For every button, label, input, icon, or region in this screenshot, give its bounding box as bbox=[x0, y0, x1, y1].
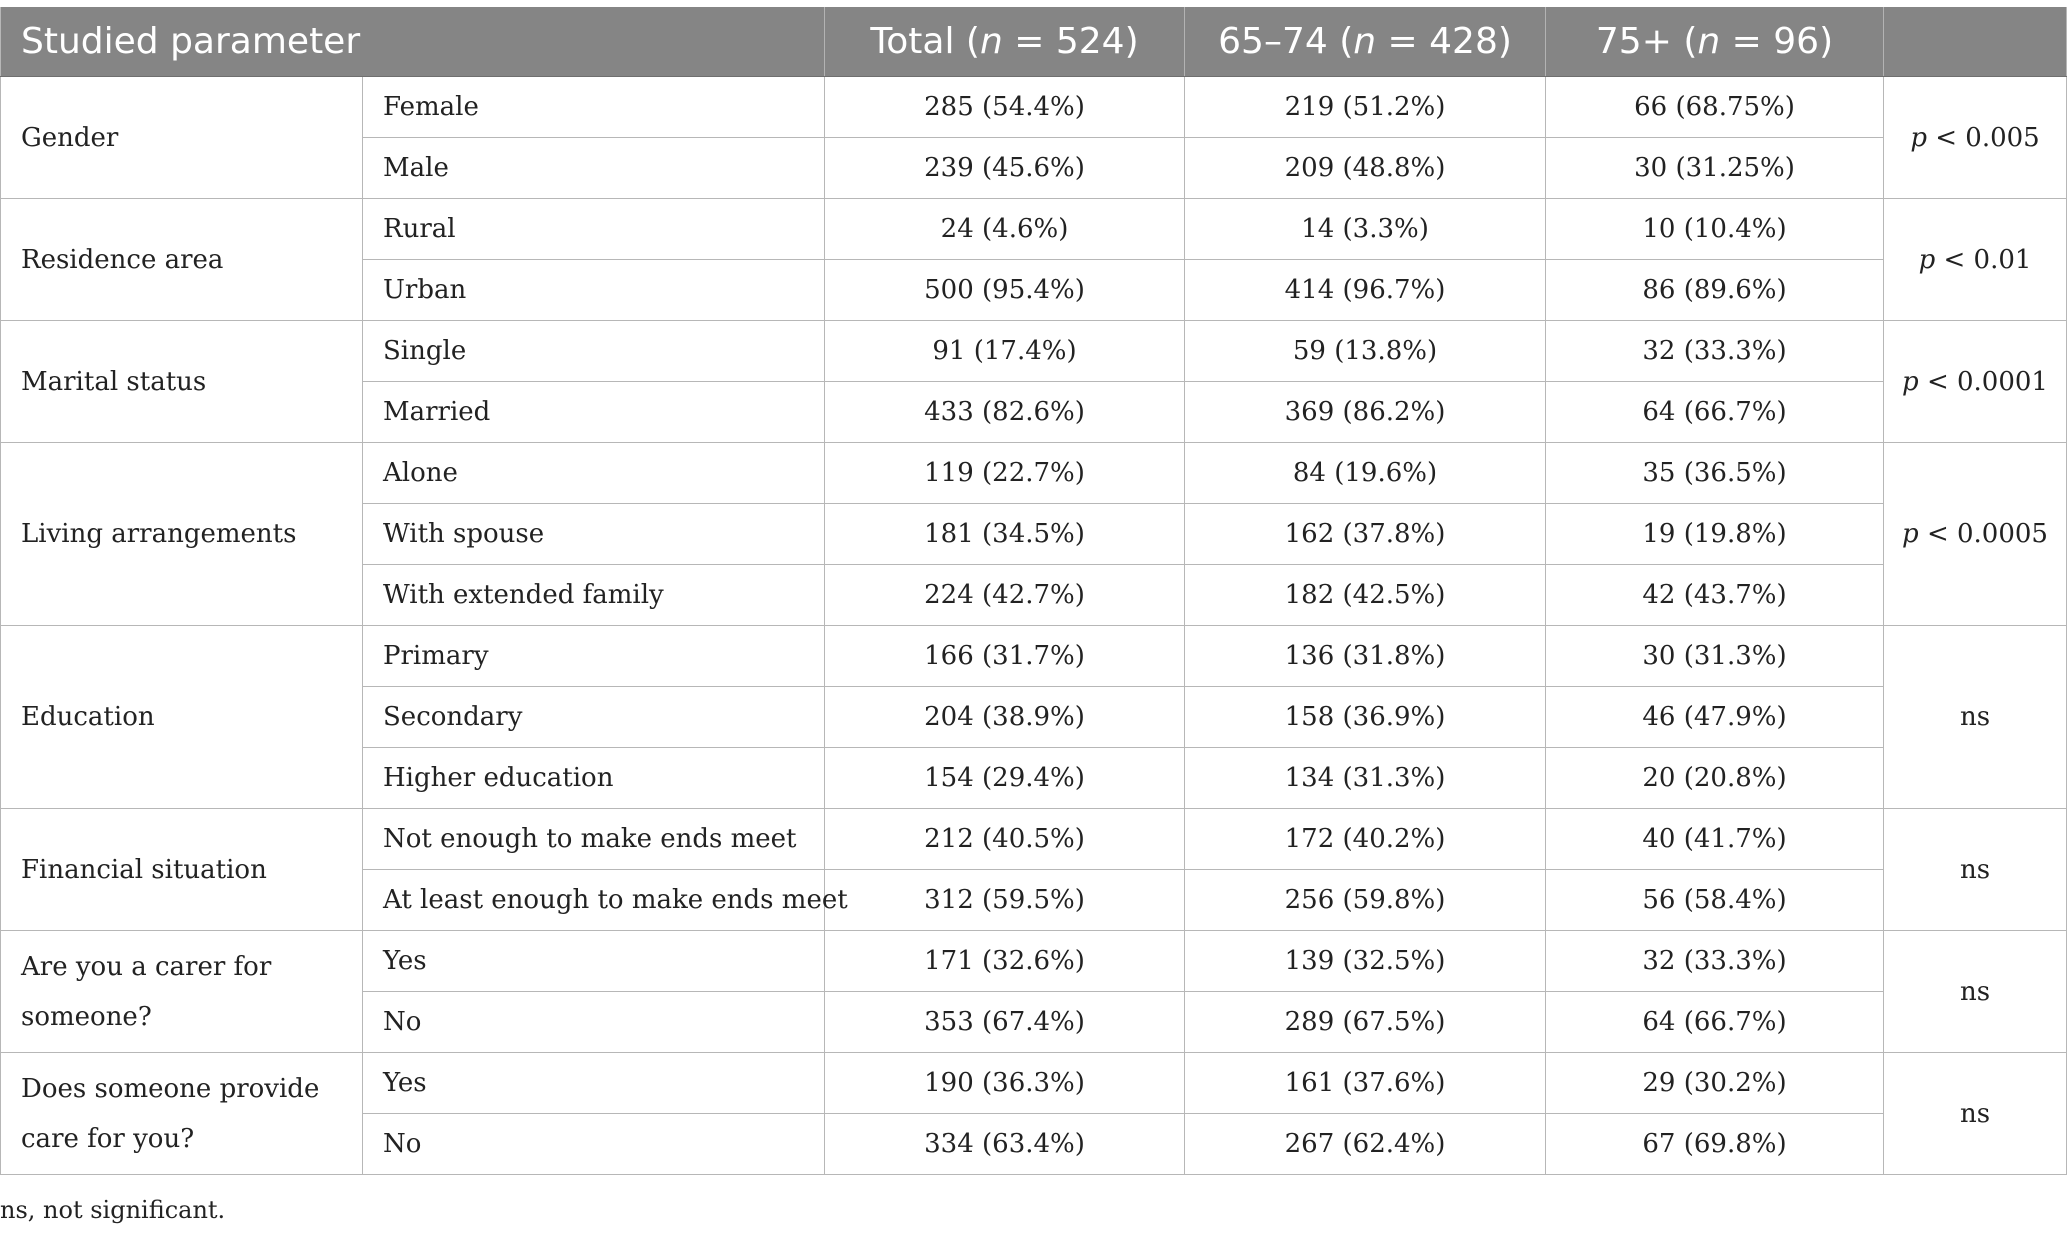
p-value-cell bbox=[1884, 809, 2067, 931]
age-65-74-cell: 162 (37.8%) bbox=[1185, 504, 1546, 565]
header-total: Total (n = 524) bbox=[825, 7, 1185, 77]
age-75-plus-cell: 32 (33.3%) bbox=[1546, 321, 1884, 382]
total-cell: 181 (34.5%) bbox=[825, 504, 1185, 565]
header-row bbox=[1, 7, 2067, 77]
total-cell: 353 (67.4%) bbox=[825, 992, 1185, 1053]
age-65-74-cell: 134 (31.3%) bbox=[1185, 748, 1546, 809]
age-75-plus-cell: 64 (66.7%) bbox=[1546, 992, 1884, 1053]
age-65-74-cell: 84 (19.6%) bbox=[1185, 443, 1546, 504]
header-age-75-plus: 75+ (n = 96) bbox=[1546, 7, 1884, 77]
total-cell: 154 (29.4%) bbox=[825, 748, 1185, 809]
total-cell: 312 (59.5%) bbox=[825, 870, 1185, 931]
p-value-cell bbox=[1884, 77, 2067, 199]
header-studied-parameter: Studied parameter bbox=[1, 7, 825, 77]
age-75-plus-cell: 40 (41.7%) bbox=[1546, 809, 1884, 870]
age-75-plus-cell: 32 (33.3%) bbox=[1546, 931, 1884, 992]
age-75-plus-cell: 19 (19.8%) bbox=[1546, 504, 1884, 565]
age-75-plus-cell: 64 (66.7%) bbox=[1546, 382, 1884, 443]
p-value-text: ns bbox=[1959, 702, 1991, 732]
total-cell: 285 (54.4%) bbox=[825, 77, 1185, 138]
category-cell: Married bbox=[363, 382, 825, 443]
p-value-text: < 0.0005 bbox=[1918, 519, 2048, 549]
category-cell: No bbox=[363, 1114, 825, 1175]
total-cell: 24 (4.6%) bbox=[825, 199, 1185, 260]
p-value-text: < 0.0001 bbox=[1918, 366, 2048, 397]
demographics-table bbox=[0, 7, 2067, 1175]
age-75-plus-cell: 46 (47.9%) bbox=[1546, 687, 1884, 748]
p-value-cell bbox=[1884, 931, 2067, 1053]
p-value-text: ns bbox=[1959, 1098, 1991, 1129]
header-age-65-74: 65–74 (n = 428) bbox=[1185, 7, 1546, 77]
age-75-plus-cell: 66 (68.75%) bbox=[1546, 77, 1884, 138]
total-cell: 190 (36.3%) bbox=[825, 1053, 1185, 1114]
age-65-74-cell: 369 (86.2%) bbox=[1185, 382, 1546, 443]
parameter-cell: Does someone provide care for you? bbox=[1, 1053, 363, 1175]
age-75-plus-cell: 29 (30.2%) bbox=[1546, 1053, 1884, 1114]
category-cell: Single bbox=[363, 321, 825, 382]
age-65-74-cell: 161 (37.6%) bbox=[1185, 1053, 1546, 1114]
category-cell: Yes bbox=[363, 931, 825, 992]
age-65-74-cell: 289 (67.5%) bbox=[1185, 992, 1546, 1053]
header-p-value bbox=[1884, 7, 2067, 77]
age-75-plus-cell: 10 (10.4%) bbox=[1546, 199, 1884, 260]
table-row bbox=[1, 77, 2067, 138]
total-cell: 239 (45.6%) bbox=[825, 138, 1185, 199]
table-row bbox=[1, 809, 2067, 870]
total-cell: 433 (82.6%) bbox=[825, 382, 1185, 443]
parameter-cell: Living arrangements bbox=[1, 443, 363, 626]
p-value-cell bbox=[1884, 199, 2067, 321]
category-cell: Not enough to make ends meet bbox=[363, 809, 825, 870]
total-cell: 91 (17.4%) bbox=[825, 321, 1185, 382]
category-cell: Male bbox=[363, 138, 825, 199]
age-75-plus-cell: 67 (69.8%) bbox=[1546, 1114, 1884, 1175]
parameter-cell: Residence area bbox=[1, 199, 363, 321]
age-65-74-cell: 136 (31.8%) bbox=[1185, 626, 1546, 687]
p-value-cell bbox=[1884, 321, 2067, 443]
p-value-text: < 0.01 bbox=[1935, 244, 2032, 275]
p-symbol: p bbox=[1902, 519, 1919, 549]
total-cell: 212 (40.5%) bbox=[825, 809, 1185, 870]
age-65-74-cell: 414 (96.7%) bbox=[1185, 260, 1546, 321]
age-65-74-cell: 209 (48.8%) bbox=[1185, 138, 1546, 199]
category-cell: Primary bbox=[363, 626, 825, 687]
total-cell: 334 (63.4%) bbox=[825, 1114, 1185, 1175]
category-cell: Alone bbox=[363, 443, 825, 504]
table-row bbox=[1, 321, 2067, 382]
p-symbol: p bbox=[1910, 122, 1927, 153]
p-value-text: ns bbox=[1959, 976, 1991, 1007]
category-cell: At least enough to make ends meet bbox=[363, 870, 825, 931]
table-row bbox=[1, 1053, 2067, 1114]
age-75-plus-cell: 42 (43.7%) bbox=[1546, 565, 1884, 626]
table-row bbox=[1, 199, 2067, 260]
p-value-text: < 0.005 bbox=[1926, 122, 2040, 153]
age-75-plus-cell: 30 (31.25%) bbox=[1546, 138, 1884, 199]
total-cell: 171 (32.6%) bbox=[825, 931, 1185, 992]
parameter-cell: Gender bbox=[1, 77, 363, 199]
p-value-cell bbox=[1884, 626, 2067, 809]
total-cell: 224 (42.7%) bbox=[825, 565, 1185, 626]
age-65-74-cell: 219 (51.2%) bbox=[1185, 77, 1546, 138]
category-cell: Yes bbox=[363, 1053, 825, 1114]
p-value-text: ns bbox=[1959, 854, 1991, 885]
category-cell: Female bbox=[363, 77, 825, 138]
total-cell: 119 (22.7%) bbox=[825, 443, 1185, 504]
age-75-plus-cell: 35 (36.5%) bbox=[1546, 443, 1884, 504]
p-symbol: p bbox=[1918, 244, 1936, 275]
age-65-74-cell: 267 (62.4%) bbox=[1185, 1114, 1546, 1175]
age-75-plus-cell: 30 (31.3%) bbox=[1546, 626, 1884, 687]
parameter-cell: Are you a carer for someone? bbox=[1, 931, 363, 1053]
age-75-plus-cell: 20 (20.8%) bbox=[1546, 748, 1884, 809]
total-cell: 166 (31.7%) bbox=[825, 626, 1185, 687]
p-symbol: p bbox=[1902, 366, 1919, 397]
age-65-74-cell: 59 (13.8%) bbox=[1185, 321, 1546, 382]
category-cell: Higher education bbox=[363, 748, 825, 809]
footnote: ns, not significant. bbox=[0, 1196, 226, 1224]
age-65-74-cell: 172 (40.2%) bbox=[1185, 809, 1546, 870]
parameter-cell: Financial situation bbox=[1, 809, 363, 931]
p-value-cell bbox=[1884, 443, 2067, 626]
table-container bbox=[0, 7, 2067, 1175]
category-cell: Secondary bbox=[363, 687, 825, 748]
age-65-74-cell: 182 (42.5%) bbox=[1185, 565, 1546, 626]
total-cell: 500 (95.4%) bbox=[825, 260, 1185, 321]
parameter-cell: Education bbox=[1, 626, 363, 809]
parameter-cell: Marital status bbox=[1, 321, 363, 443]
p-value-cell bbox=[1884, 1053, 2067, 1175]
category-cell: Urban bbox=[363, 260, 825, 321]
age-75-plus-cell: 86 (89.6%) bbox=[1546, 260, 1884, 321]
table-row bbox=[1, 931, 2067, 992]
table-row bbox=[1, 626, 2067, 687]
category-cell: No bbox=[363, 992, 825, 1053]
age-65-74-cell: 256 (59.8%) bbox=[1185, 870, 1546, 931]
age-65-74-cell: 14 (3.3%) bbox=[1185, 199, 1546, 260]
table-row bbox=[1, 443, 2067, 504]
table-body bbox=[1, 77, 2067, 1175]
category-cell: Rural bbox=[363, 199, 825, 260]
category-cell: With extended family bbox=[363, 565, 825, 626]
age-65-74-cell: 158 (36.9%) bbox=[1185, 687, 1546, 748]
age-65-74-cell: 139 (32.5%) bbox=[1185, 931, 1546, 992]
age-75-plus-cell: 56 (58.4%) bbox=[1546, 870, 1884, 931]
total-cell: 204 (38.9%) bbox=[825, 687, 1185, 748]
category-cell: With spouse bbox=[363, 504, 825, 565]
